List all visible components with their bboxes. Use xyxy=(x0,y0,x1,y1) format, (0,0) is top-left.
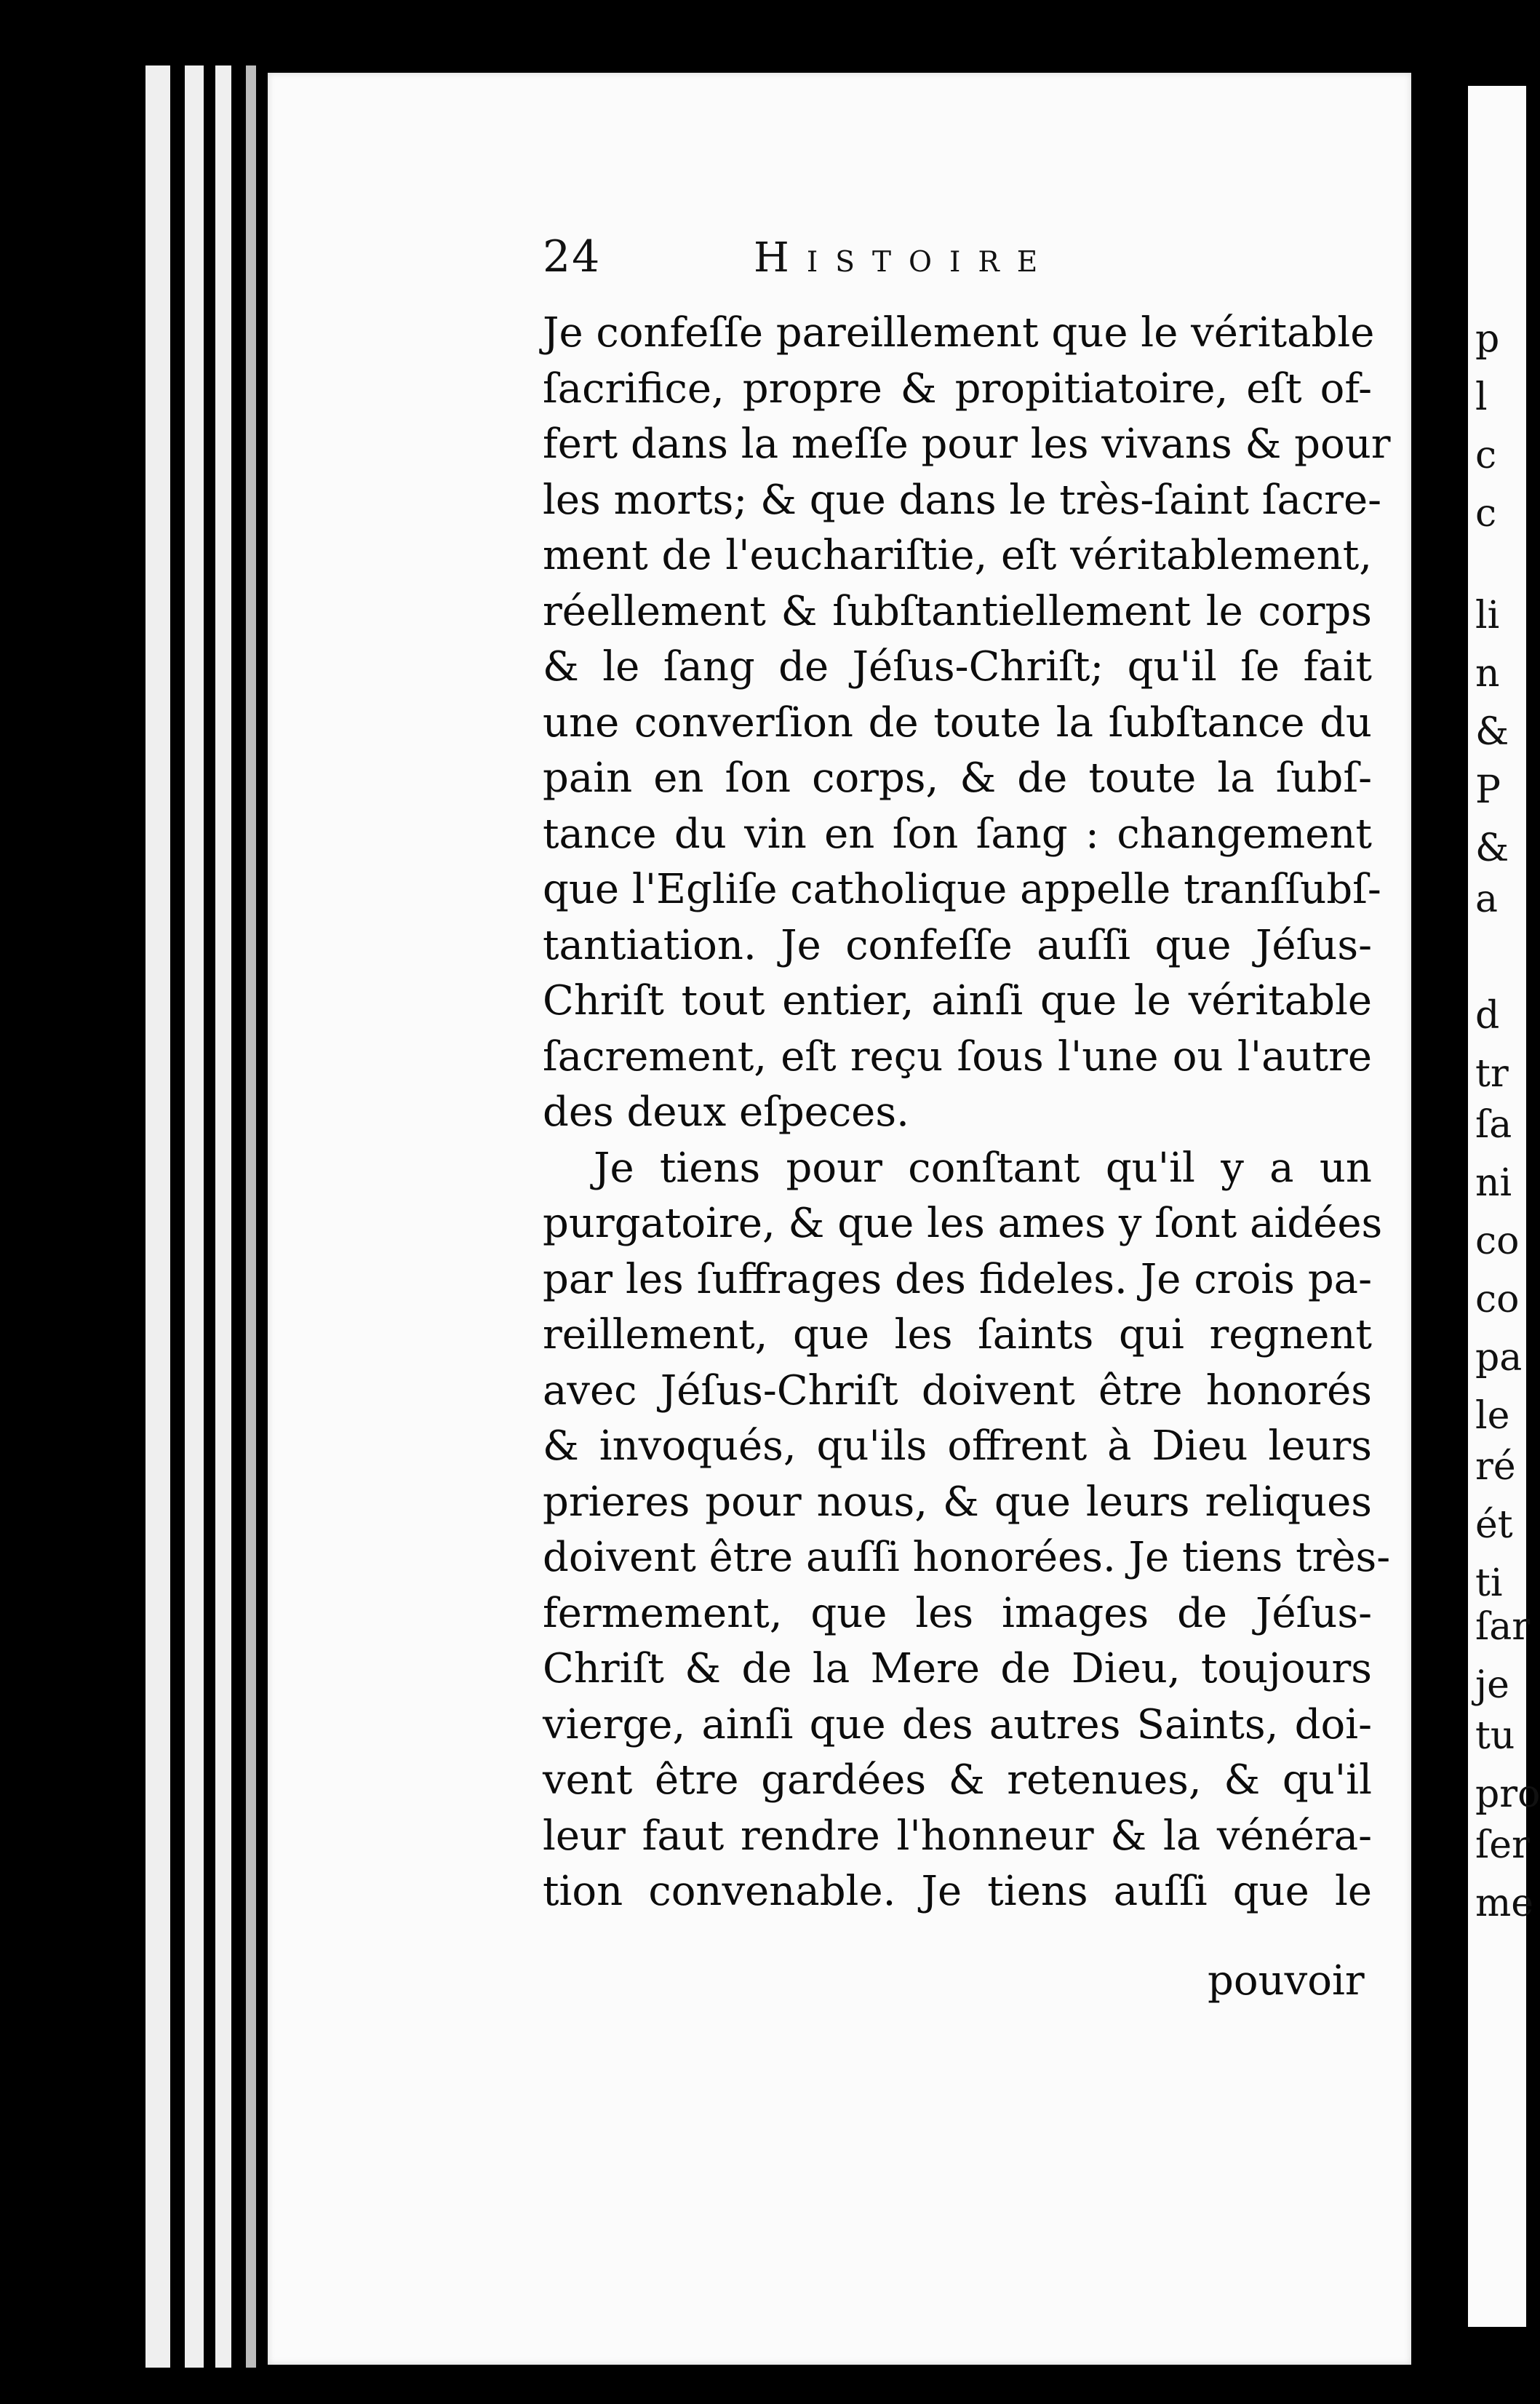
binding-edge-strip xyxy=(215,65,231,2368)
running-title: Histoire xyxy=(754,234,1056,282)
facing-page-fragment: je xyxy=(1475,1663,1509,1707)
facing-page-fragment: pro xyxy=(1475,1772,1540,1816)
facing-page-fragment: le xyxy=(1475,1394,1510,1438)
text-line: une converſion de toute la ſubſtance du xyxy=(543,698,1372,747)
facing-page-edge xyxy=(1468,86,1526,2327)
facing-page-fragment: P xyxy=(1475,768,1501,812)
text-line: tion convenable. Je tiens auſſi que le xyxy=(543,1868,1372,1915)
text-line: ſacrement, eſt reçu ſous l'une ou l'autre xyxy=(543,1032,1372,1080)
text-line: avec Jéſus-Chriſt doivent être honorés xyxy=(543,1366,1372,1414)
facing-page-fragment: n xyxy=(1475,652,1500,696)
facing-page-fragment: ré xyxy=(1475,1445,1516,1489)
facing-page-fragment: tu xyxy=(1475,1714,1515,1758)
text-line: reillement, que les ſaints qui regnent xyxy=(543,1311,1372,1358)
running-head xyxy=(543,231,1357,290)
text-line: vierge, ainſi que des autres Saints, doi- xyxy=(543,1700,1372,1748)
text-line: les morts; & que dans le très-ſaint ſacre- xyxy=(543,476,1382,524)
facing-page-fragment: p xyxy=(1475,317,1500,361)
facing-page-fragment: d xyxy=(1475,994,1500,1038)
text-line: ment de l'euchariſtie, eſt véritablement, xyxy=(543,532,1372,579)
facing-page-fragment: li xyxy=(1475,594,1500,637)
facing-page-fragment: ſar xyxy=(1475,1605,1531,1649)
binding-edge-shadow xyxy=(246,65,256,2368)
facing-page-fragment: tr xyxy=(1475,1052,1509,1096)
text-line: réellement & ſubſtantiellement le corps xyxy=(543,587,1372,635)
text-line: Je confeſſe pareillement que le véritable xyxy=(543,309,1375,357)
facing-page-fragment: co xyxy=(1475,1278,1520,1321)
facing-page-fragment: ti xyxy=(1475,1561,1503,1605)
text-line: Je tiens pour conſtant qu'il y a un xyxy=(594,1144,1372,1192)
facing-page-fragment: me xyxy=(1475,1882,1534,1925)
page-number: 24 xyxy=(543,231,602,282)
catchword: pouvoir xyxy=(1208,1957,1365,2005)
facing-page-fragment: & xyxy=(1475,827,1509,870)
facing-page-fragment: l xyxy=(1475,375,1488,419)
text-line: des deux eſpeces. xyxy=(543,1088,909,1136)
text-line: purgatoire, & que les ames y ſont aidées xyxy=(543,1200,1383,1247)
text-line: que l'Egliſe catholique appelle tranſſubſ- xyxy=(543,866,1381,913)
text-line: & invoqués, qu'ils offrent à Dieu leurs xyxy=(543,1422,1372,1470)
binding-edge-strip xyxy=(185,65,204,2368)
facing-page-fragment: pa xyxy=(1475,1336,1523,1380)
text-line: Chriſt tout entier, ainſi que le véritable xyxy=(543,977,1372,1024)
text-line: prieres pour nous, & que leurs reliques xyxy=(543,1478,1372,1526)
facing-page-fragment: & xyxy=(1475,710,1509,754)
facing-page-fragment: ni xyxy=(1475,1161,1512,1205)
facing-page-fragment: ſer xyxy=(1475,1823,1530,1867)
text-line: tantiation. Je confeſſe auſſi que Jéſus- xyxy=(543,921,1372,969)
text-line: par les ſuffrages des fideles. Je crois pa- xyxy=(543,1255,1372,1303)
text-line: fert dans la meſſe pour les vivans & pour xyxy=(543,421,1391,468)
text-line: ſacrifice, propre & propitiatoire, eſt of- xyxy=(543,365,1372,413)
facing-page-fragment: ét xyxy=(1475,1503,1513,1547)
body-text xyxy=(543,306,1391,1920)
facing-page-fragment: ſa xyxy=(1475,1103,1512,1147)
text-line: tance du vin en ſon ſang : changement xyxy=(543,810,1372,858)
text-line: vent être gardées & retenues, & qu'il xyxy=(543,1756,1372,1804)
text-line: doivent être auſſi honorées. Je tiens très- xyxy=(543,1534,1391,1581)
text-line: leur faut rendre l'honneur & la vénéra- xyxy=(543,1812,1372,1860)
text-line: pain en ſon corps, & de toute la ſubſ- xyxy=(543,755,1372,802)
text-line: Chriſt & de la Mere de Dieu, toujours xyxy=(543,1645,1372,1692)
facing-page-fragment: co xyxy=(1475,1219,1520,1263)
text-line: fermement, que les images de Jéſus- xyxy=(543,1589,1372,1637)
facing-page-fragment: c xyxy=(1475,492,1497,536)
facing-page-fragment: c xyxy=(1475,434,1497,477)
text-line: & le ſang de Jéſus-Chriſt; qu'il ſe fait xyxy=(543,643,1372,690)
binding-edge-strip xyxy=(145,65,170,2368)
facing-page-fragment: a xyxy=(1475,877,1499,921)
